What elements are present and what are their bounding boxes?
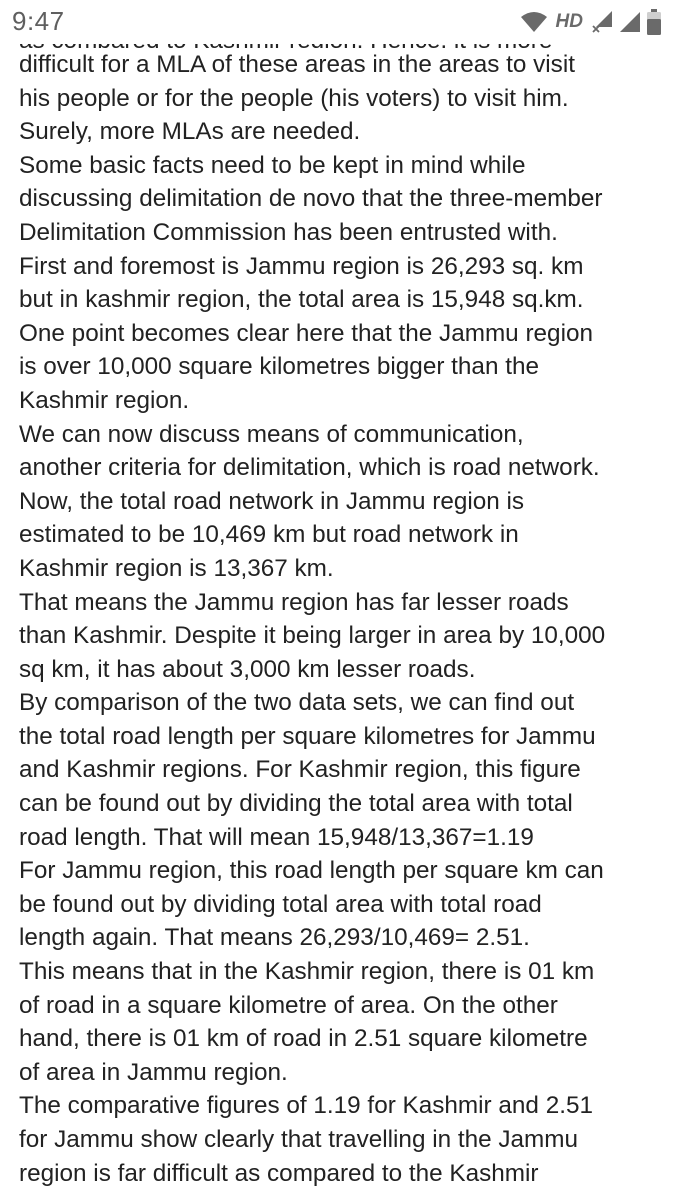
article-line: is over 10,000 square kilometres bigger than the [19,353,539,381]
article-line: Surely, more MLAs are needed. [19,118,361,146]
article-line: can be found out by dividing the total area with total [19,790,573,818]
article-line: be found out by dividing total area with total road [19,890,542,918]
article-body [19,24,664,1190]
article-line: First and foremost is Jammu region is 26,293 sq. km [19,252,584,280]
article-line: and Kashmir regions. For Kashmir region, this figure [19,756,581,784]
article-line: Kashmir region. [19,386,190,414]
article-line: discussing delimitation de novo that the three-member [19,185,603,213]
article-line: than Kashmir. Despite it being larger in area by 10,000 [19,622,606,650]
signal-icon [619,11,641,33]
article-line: Kashmir region is 13,367 km. [19,554,334,582]
article-line: This means that in the Kashmir region, there is 01 km [19,958,595,986]
status-bar [0,0,675,44]
article-line: difficult for a MLA of these areas in the areas to visit [19,51,575,78]
article-line: of area in Jammu region. [19,1058,288,1086]
article-line: One point becomes clear here that the Jammu region [19,319,593,347]
article-line: Delimitation Commission has been entrusted with. [19,218,558,246]
article-line: That means the Jammu region has far lesser roads [19,588,569,616]
battery-icon [647,9,661,35]
article-line: Now, the total road network in Jammu region is [19,487,525,515]
article-line: estimated to be 10,469 km but road network in [19,521,519,549]
article-line: We can now discuss means of communication, [19,420,524,448]
article-line: but in kashmir region, the total area is 15,948 sq.km. [19,286,584,314]
status-icons [520,8,661,36]
article-line: of road in a square kilometre of area. On the other [19,991,558,1019]
signal-x-icon [591,10,613,34]
article-line: road length. That will mean 15,948/13,367=1.19 [19,823,534,851]
article-line: sq km, it has about 3,000 km lesser roads. [19,655,476,683]
network-type-label: HD [555,11,583,32]
article-line: length again. That means 26,293/10,469= 2.51. [19,924,530,952]
article-line: the total road length per square kilometres for Jammu [19,722,596,750]
status-time: 9:47 [12,6,65,36]
wifi-icon [520,11,548,33]
article-line: for Jammu show clearly that travelling in the Jammu [19,1126,579,1153]
article-line: another criteria for delimitation, which is road network. [19,454,600,482]
article-line: Some basic facts need to be kept in mind while [19,151,526,179]
article-line: his people or for the people (his voters) to visit him. [19,84,569,112]
article-line: region is far difficult as compared to the Kashmir [19,1159,539,1187]
article-line: By comparison of the two data sets, we can find out [19,689,575,717]
article-line: For Jammu region, this road length per square km can [19,857,604,885]
article-line: hand, there is 01 km of road in 2.51 square kilometre [19,1025,588,1053]
article-lines [19,48,664,1190]
article-line: The comparative figures of 1.19 for Kashmir and 2.51 [19,1092,593,1120]
